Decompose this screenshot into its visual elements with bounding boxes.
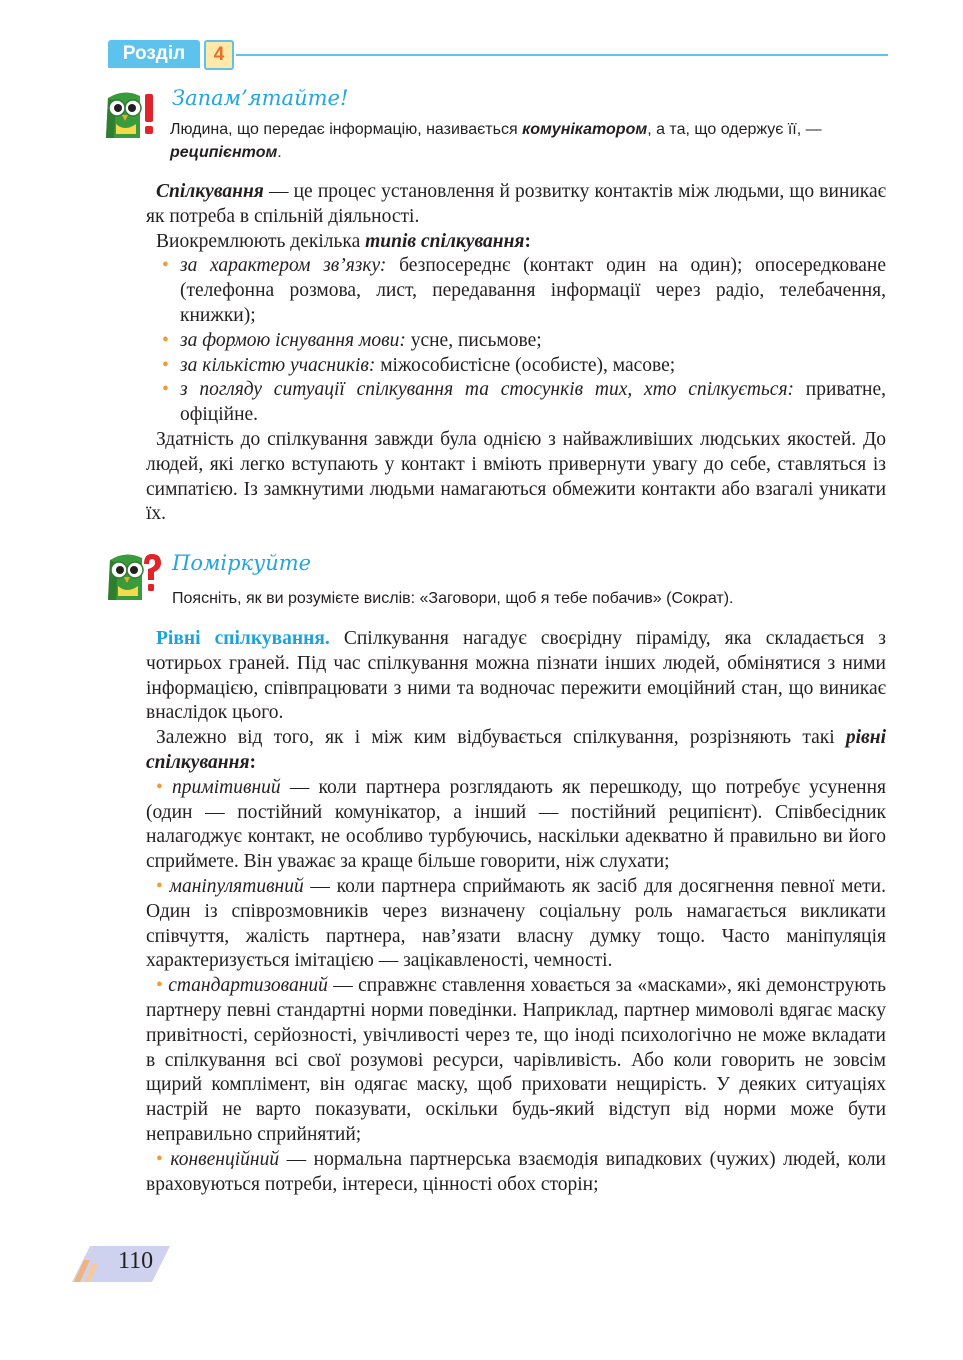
owl-question-icon bbox=[104, 550, 162, 602]
paragraph-definition bbox=[146, 180, 886, 230]
text-run-b: : bbox=[249, 751, 256, 773]
text-run: міжособистісне (особисте), масове; bbox=[375, 354, 676, 376]
type-list-item bbox=[146, 254, 886, 328]
types-list bbox=[146, 254, 886, 428]
think-title: Поміркуйте bbox=[172, 551, 312, 575]
text-run-hl: комунікатором bbox=[522, 121, 648, 138]
level-item bbox=[146, 776, 886, 875]
text-run: , а та, що одержує її, — bbox=[647, 121, 822, 138]
bullet-dot-icon: • bbox=[162, 329, 169, 351]
text-run-i: за характером зв’язку: bbox=[180, 255, 387, 277]
text-run: Спілкування нагадує своєрідну піраміду, яка складається з чотирьох граней. Під час спілкування можна пізнати інших людей, обмінятися з ними інформацією, співпрацювати з ними та водночас пережити емоційний стан, що виникає внаслідок цього. bbox=[146, 628, 886, 724]
section-label: Розділ bbox=[108, 40, 200, 68]
bullet-dot-icon: • bbox=[162, 354, 169, 376]
type-list-item bbox=[146, 354, 886, 379]
text-run: — коли партнера розглядають як перешкоду, що потребує усунення (один — постійний комунікатор, а інший — постійний реципієнт). Співбесідник налагоджує контакт, не особливо турбуючись, наскільки адекватно й правильно ви його сприймете. Він уважає за краще більше говорити, ніж слухати; bbox=[146, 776, 887, 873]
text-run-i: (Сократ) bbox=[666, 590, 730, 607]
text-run-i: примітивний bbox=[172, 776, 281, 798]
text-run-i: маніпулятивний bbox=[169, 875, 304, 897]
text-run-i: стандартизований bbox=[168, 975, 328, 997]
text-run: Виокремлюють декілька bbox=[156, 230, 366, 252]
text-run-i: за формою існування мови: bbox=[180, 329, 406, 351]
text-run: усне, письмове; bbox=[405, 329, 542, 351]
text-run: Залежно від того, як і між ким відбувається спілкування, розрізняють такі bbox=[156, 727, 846, 749]
text-run: безпосереднє (контакт один на один); опосередковане (телефонна розмова, лист, передавання інформації через радіо, телебачення, книжки); bbox=[180, 255, 887, 326]
text-run-bi: рівні спілкування bbox=[146, 727, 886, 773]
text-run: Поясніть, як ви розумієте вислів: «Заговори, щоб я тебе побачив» bbox=[172, 590, 667, 607]
level-item bbox=[146, 875, 886, 974]
text-run-dot: • bbox=[156, 875, 170, 897]
level-item bbox=[146, 1148, 886, 1198]
text-run-i: за кількістю учасників: bbox=[180, 354, 376, 376]
section-communication bbox=[146, 180, 886, 527]
remember-text bbox=[170, 118, 886, 164]
bullet-dot-icon: • bbox=[162, 255, 169, 277]
text-run: — нормальна партнерська взаємодія випадкових (чужих) людей, коли враховуються потреби, інтереси, цінності обох сторін; bbox=[146, 1148, 886, 1195]
text-run: — коли партнера сприймають як засіб для досягнення певної мети. Один із співрозмовників через визначену соціальну роль намагається викликати співчуття, жалість партнера, нав’язати власну думку тощо. Часто маніпуляція характеризується імітацією — зацікавленості, чемності. bbox=[146, 875, 886, 972]
text-run-bi: Спілкування bbox=[156, 181, 264, 202]
text-run: Людина, що передає інформацію, називається bbox=[170, 121, 523, 138]
text-run-bi: типів спілкування bbox=[365, 230, 525, 252]
paragraph-types-intro bbox=[146, 230, 886, 255]
paragraph-levels-intro bbox=[146, 627, 886, 726]
header-rule bbox=[236, 54, 888, 56]
text-run-i: з погляду ситуації спілкування та стосунків тих, хто спілкується: bbox=[180, 379, 795, 401]
levels-list bbox=[146, 776, 886, 1198]
text-run: . bbox=[729, 590, 734, 607]
section-levels bbox=[146, 627, 886, 1197]
text-run-hl: реципієнтом bbox=[170, 144, 278, 161]
text-run-dot: • bbox=[156, 975, 169, 997]
text-run-blue: Рівні спілкування. bbox=[156, 628, 330, 649]
text-run-dot: • bbox=[156, 776, 173, 798]
type-list-item bbox=[146, 378, 886, 428]
text-run-b: : bbox=[524, 230, 531, 252]
paragraph-ability bbox=[146, 428, 886, 527]
level-item bbox=[146, 974, 886, 1148]
text-run: — справжнє ставлення ховається за «масками», які демонструють партнеру певні стандартні норми поведінки. Наприклад, партнер мимоволі вдягає маску привітності, серйозності, увічливості через те, що іноді психологічно не може вкладати в спілкування всі свої розумові ресурси, чарівливість. Або коли говорить не зовсім щирий комплімент, він одягає маску, щоб приховати нещирість. У деяких ситуаціях настрій не варто показувати, оскільки будь-який відступ від норми може бути неправильно сприйнятий; bbox=[146, 975, 886, 1145]
bullet-dot-icon: • bbox=[162, 379, 169, 401]
page-header bbox=[108, 40, 888, 70]
owl-exclamation-icon bbox=[102, 88, 160, 140]
text-run: Здатність до спілкування завжди була однією з найважливіших людських якостей. До людей, які легко вступають у контакт і вміють привернути увагу до себе, ставляться із симпатією. Із замкнутими людьми намагаються обмежити контакти або взагалі уникати їх. bbox=[146, 428, 886, 525]
think-text bbox=[172, 587, 886, 610]
text-run-i: конвенційний bbox=[170, 1148, 280, 1170]
text-run: — це процес установлення й розвитку контактів між людьми, що виникає як потреба в спільній діяльності. bbox=[146, 181, 886, 227]
text-run: . bbox=[277, 144, 282, 161]
remember-title: Запам’ятайте! bbox=[172, 86, 349, 110]
page-number: 110 bbox=[118, 1248, 154, 1274]
text-run-dot: • bbox=[156, 1148, 171, 1170]
paragraph-levels-lead bbox=[146, 726, 886, 776]
text-run: приватне, офіційне. bbox=[180, 379, 886, 426]
chapter-number: 4 bbox=[204, 40, 234, 70]
type-list-item bbox=[146, 329, 886, 354]
